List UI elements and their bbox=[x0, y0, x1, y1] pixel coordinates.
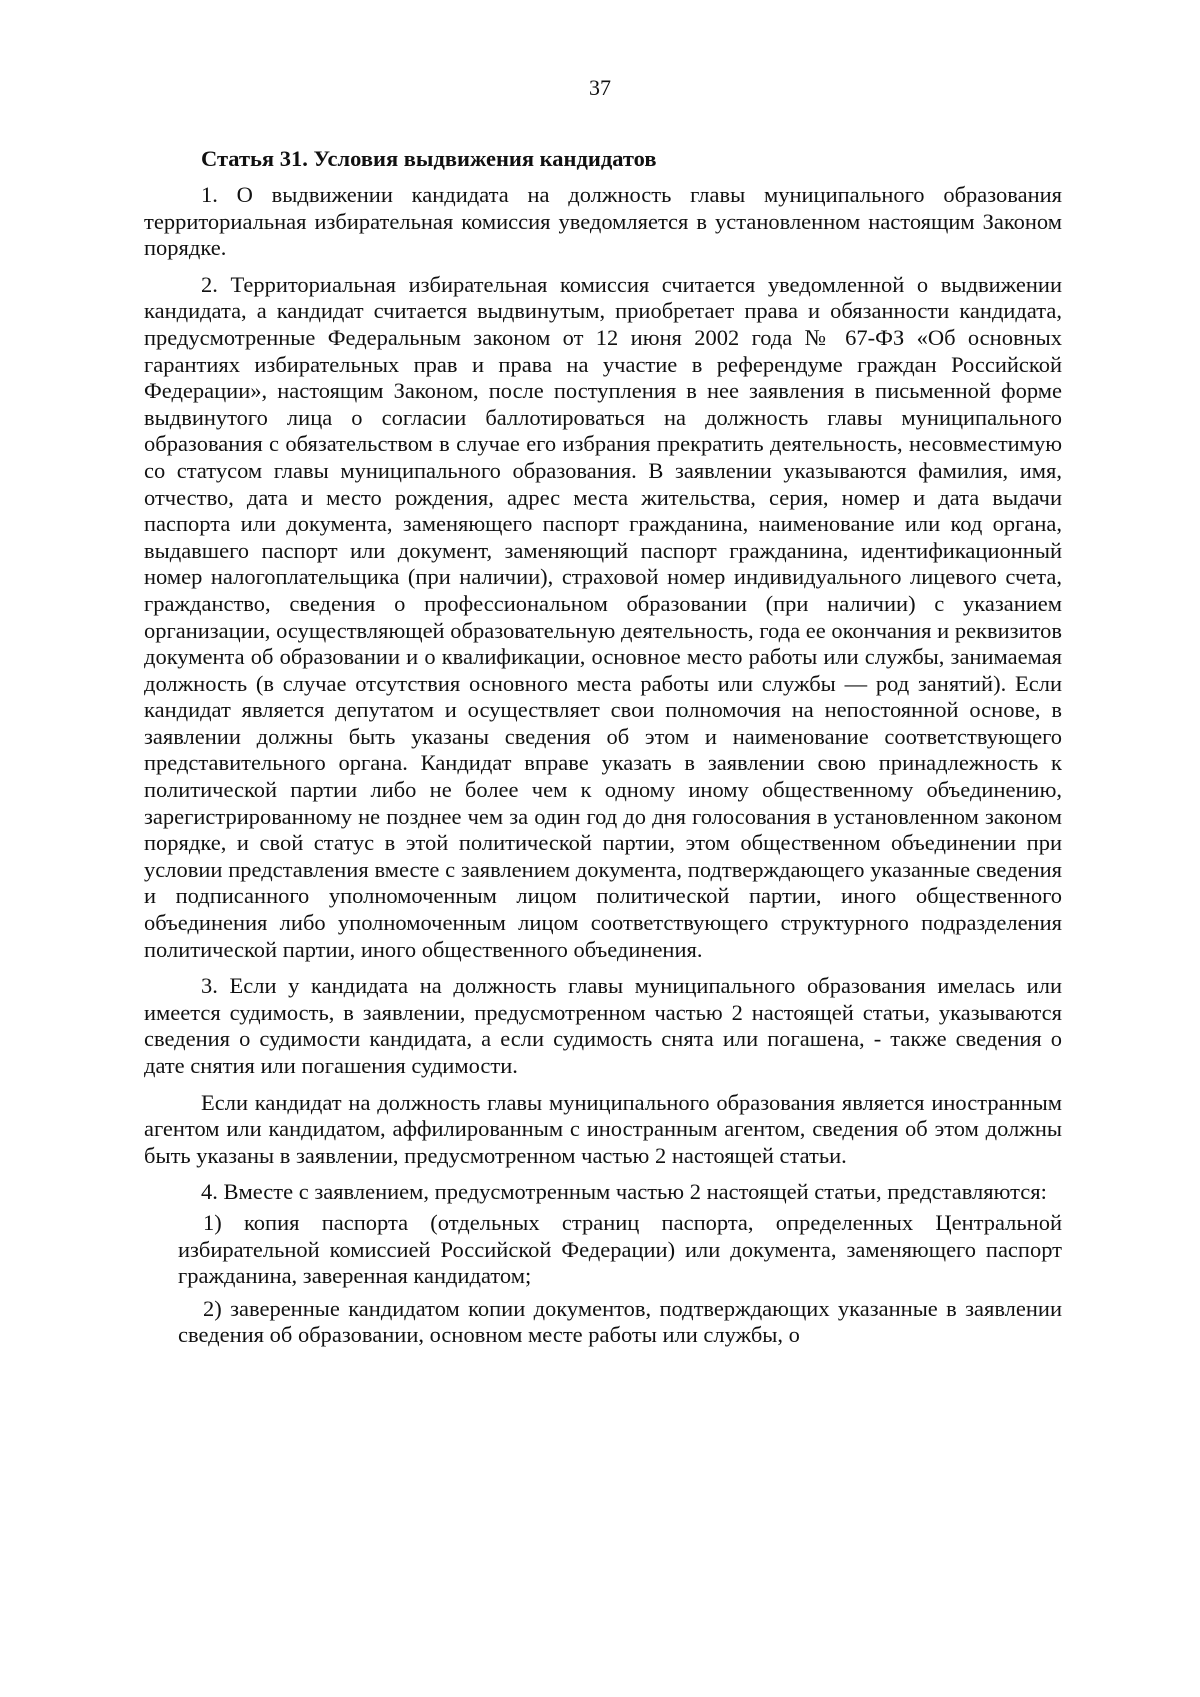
page-number: 37 bbox=[589, 75, 611, 100]
list-item-2: 2) заверенные кандидатом копии документов, подтверждающих указанные в заявлении сведения об образовании, основном месте работы или службы, о bbox=[178, 1295, 1062, 1348]
article-body bbox=[144, 145, 1062, 1349]
paragraph-3: 3. Если у кандидата на должность главы муниципального образования имелась или имеется судимость, в заявлении, предусмотренном частью 2 настоящей статьи, указываются сведения о судимости кандидата, а если судимость снята или погашена, - также сведения о дате снятия или погашения судимости. bbox=[144, 973, 1062, 1078]
paragraph-2: 2. Территориальная избирательная комиссия считается уведомленной о выдвижении кандидата, а кандидат считается выдвинутым, приобретает права и обязанности кандидата, предусмотренные Федеральным законом от 12 июня 2002 года № 67-ФЗ «Об основных гарантиях избирательных прав и права на участие в референдуме граждан Российской Федерации», настоящим Законом, после поступления в нее заявления в письменной форме выдвинутого лица о согласии баллотироваться на должность главы муниципального образования с обязательством в случае его избрания прекратить деятельность, несовместимую со статусом главы муниципального образования. В заявлении указываются фамилия, имя, отчество, дата и место рождения, адрес места жительства, серия, номер и дата выдачи паспорта или документа, заменяющего паспорт гражданина, наименование или код органа, выдавшего паспорт или документ, заменяющий паспорт гражданина, идентификационный номер налогоплательщика (при наличии), страховой номер индивидуального лицевого счета, гражданство, сведения о профессиональном образовании (при наличии) с указанием организации, осуществляющей образовательную деятельность, года ее окончания и реквизитов документа об образовании и о квалификации, основное место работы или службы, занимаемая должность (в случае отсутствия основного места работы или службы — род занятий). Если кандидат является депутатом и осуществляет свои полномочия на непостоянной основе, в заявлении должны быть указаны сведения об этом и наименование соответствующего представительного органа. Кандидат вправе указать в заявлении свою принадлежность к политической партии либо не более чем к одному иному общественному объединению, зарегистрированному не позднее чем за один год до дня голосования в установленном законом порядке, и свой статус в этой политической партии, этом общественном объединении при условии представления вместе с заявлением документа, подтверждающего указанные сведения и подписанного уполномоченным лицом политической партии, иного общественного объединения либо уполномоченным лицом соответствующего структурного подразделения политической партии, иного общественного объединения. bbox=[144, 271, 1062, 962]
paragraph-1: 1. О выдвижении кандидата на должность главы муниципального образования территориальная избирательная комиссия уведомляется в установленном настоящим Законом порядке. bbox=[144, 182, 1062, 261]
article-title: Статья 31. Условия выдвижения кандидатов bbox=[201, 146, 657, 171]
list-item-1: 1) копия паспорта (отдельных страниц паспорта, определенных Центральной избирательной комиссией Российской Федерации) или документа, заменяющего паспорт гражданина, заверенная кандидатом; bbox=[178, 1209, 1062, 1289]
paragraph-4: 4. Вместе с заявлением, предусмотренным частью 2 настоящей статьи, представляются: bbox=[201, 1179, 1047, 1205]
paragraph-foreign-agent: Если кандидат на должность главы муниципального образования является иностранным агентом или кандидатом, аффилированным с иностранным агентом, сведения об этом должны быть указаны в заявлении, предусмотренном частью 2 настоящей статьи. bbox=[144, 1089, 1062, 1168]
